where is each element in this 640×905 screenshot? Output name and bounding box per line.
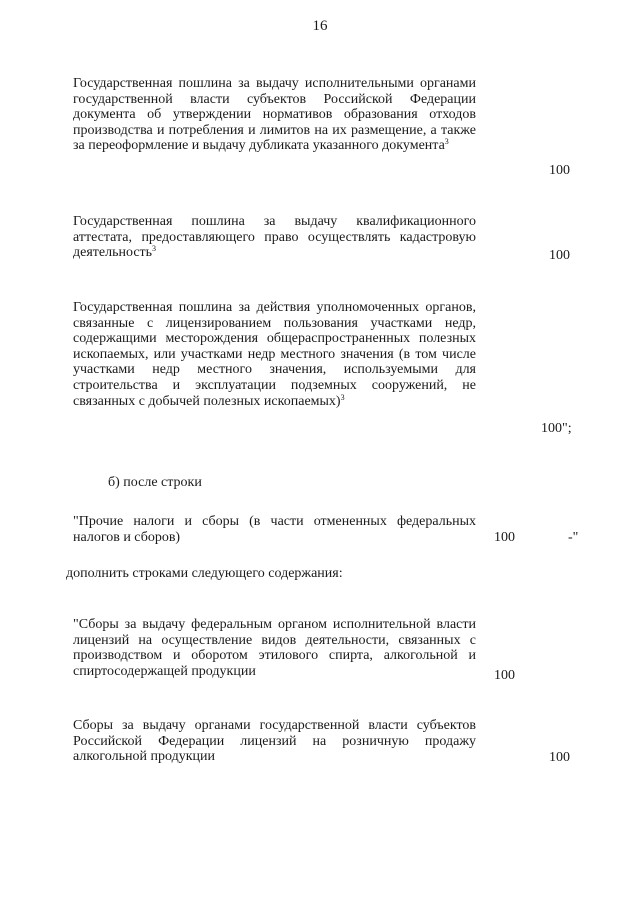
fee-entry-alcohol-federal-license: "Сборы за выдачу федеральным органом исполнительной власти лицензий на осуществление видов деятельности, связанных с производством и оборотом этилового спирта, алкогольной и спиртосодержащей продукции (73, 617, 476, 679)
reference-row-text: "Прочие налоги и сборы (в части отмененных федеральных налогов и сборов) (73, 514, 476, 545)
entry-text: Государственная пошлина за действия уполномоченных органов, связанные с лицензированием пользования участками недр, содержащими месторождения общераспространенных полезных ископаемых, или участками недр местного значения (в том числе участками недр местного значения, используемыми для строительства и эксплуатации подземных сооружений, не связанных с добычей полезных ископаемых) (73, 300, 476, 409)
fee-entry-alcohol-retail-license: Сборы за выдачу органами государственной власти субъектов Российской Федерации лицензий на розничную продажу алкогольной продукции (73, 718, 476, 765)
footnote-mark: 3 (152, 244, 157, 254)
entry-text: Государственная пошлина за выдачу исполнительными органами государственной власти субъектов Российской Федерации документа об утверждении нормативов образования отходов производства и потребления и лимитов на их размещение, а также за переоформление и выдачу дубликата указанного документа (73, 76, 476, 154)
entry-value: 100 (494, 668, 515, 683)
entry-value: 100 (549, 163, 570, 178)
reference-row-value: 100 (494, 530, 515, 545)
reference-row-dash: -" (568, 530, 579, 545)
entry-value: 100 (549, 750, 570, 765)
entry-text: Государственная пошлина за выдачу квалификационного аттестата, предоставляющего право осуществлять кадастровую деятельность (73, 214, 476, 261)
entry-value: 100 (549, 248, 570, 263)
entry-value: 100"; (541, 421, 572, 436)
page-number: 16 (312, 18, 328, 34)
fee-entry-waste-norms (73, 76, 476, 154)
instruction-text: дополнить строками следующего содержания: (66, 566, 343, 581)
fee-entry-subsoil-licensing (73, 300, 476, 409)
footnote-mark: 3 (340, 392, 345, 402)
subpoint-label: б) после строки (108, 475, 202, 490)
footnote-mark: 3 (444, 137, 449, 147)
fee-entry-cadastral-certificate (73, 214, 476, 261)
